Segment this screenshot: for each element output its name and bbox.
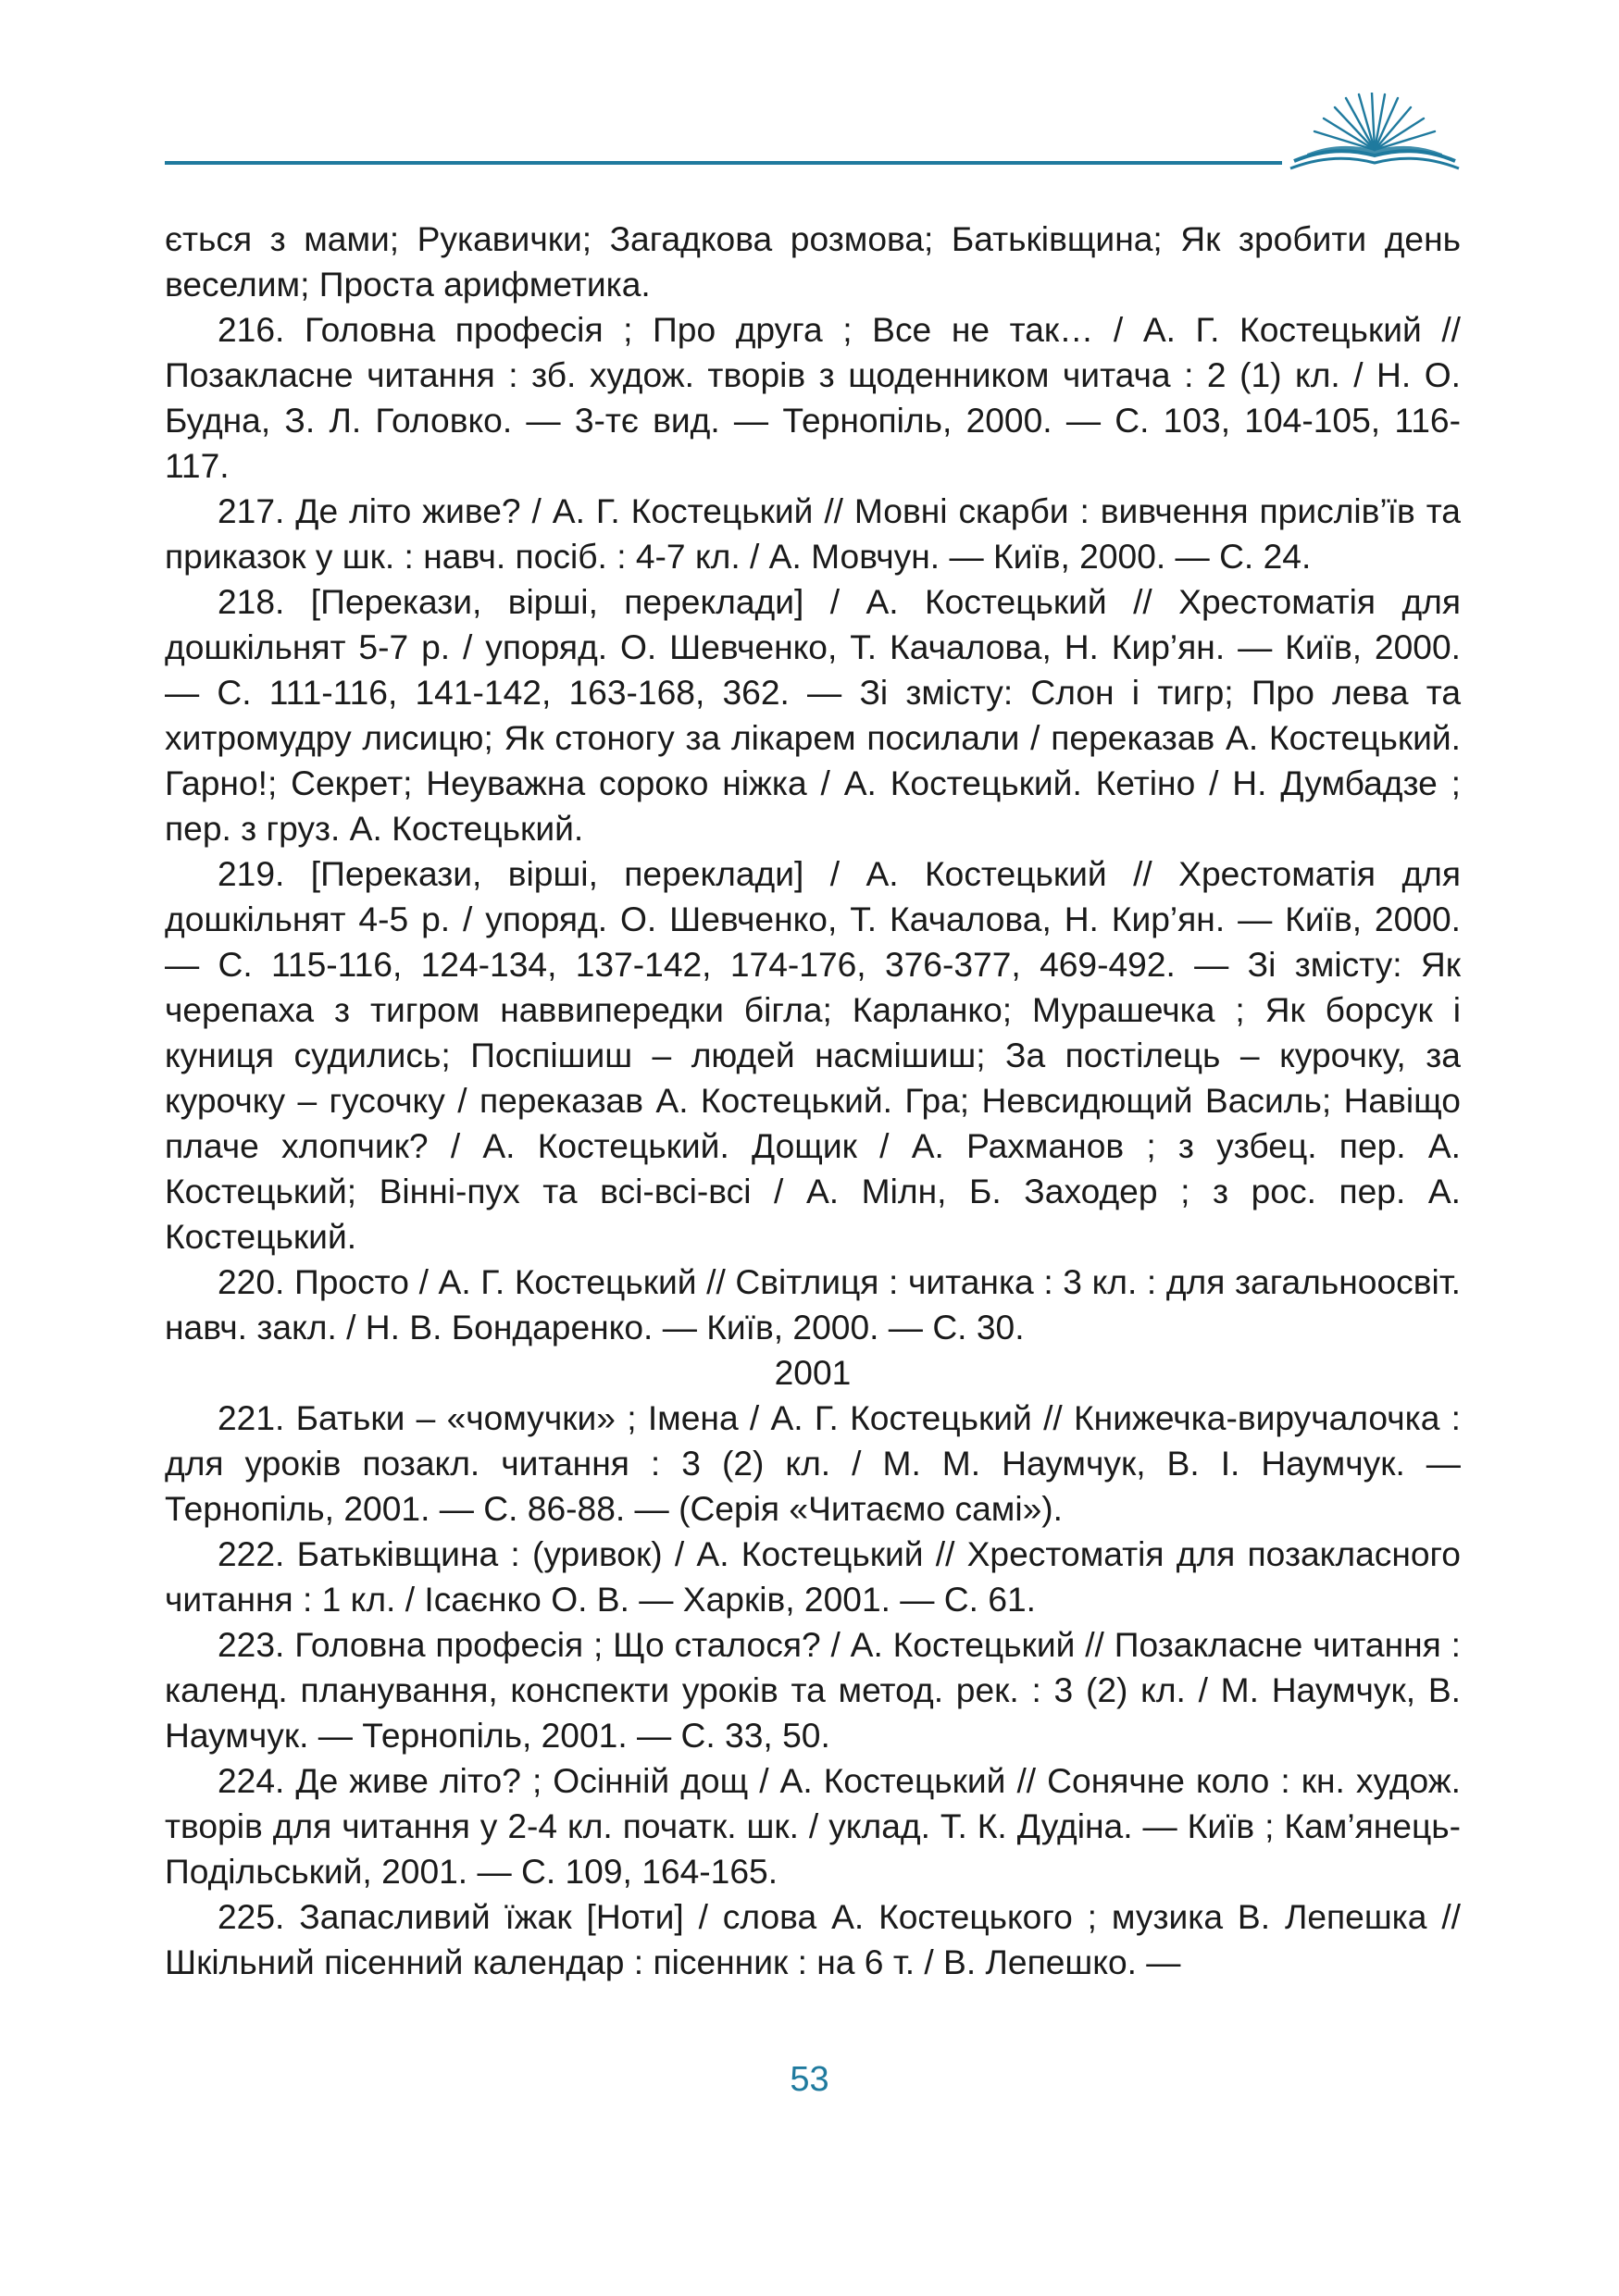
header-rule [165, 161, 1282, 165]
bibliography-entry: 223. Головна професія ; Що сталося? / А. Костецький // Позакласне читання : календ. планування, конспекти уроків та метод. рек. : 3 (2) кл. / М. Наумчук, В. Наумчук. — Тернопіль, 2001. — С. 33, 50. [165, 1625, 1461, 1755]
bibliography-entry: 220. Просто / А. Г. Костецький // Світлиця : читанка : 3 кл. : для загальноосвіт. навч. закл. / Н. В. Бондаренко. — Київ, 2000. — С. 30. [165, 1262, 1461, 1347]
bibliography-entry: 218. [Перекази, вірші, переклади] / А. Костецький // Хрестоматія для дошкільнят 5-7 р. / упоряд. О. Шевченко, Т. Качалова, Н. Кир’ян. — Київ, 2000. — С. 111-116, 141-142, 163-168, 362. — Зі змісту: Слон і тигр; Про лева та хитромудру лисицю; Як стоногу за лікарем посилали / переказав А. Костецький. Гарно!; Секрет; Неуважна сороко ніжка / А. Костецький. Кетіно / Н. Думбадзе ; пер. з груз. А. Костецький. [165, 582, 1461, 848]
bibliography-entry: 224. Де живе літо? ; Осінній дощ / А. Костецький // Сонячне коло : кн. худож. творів для читання у 2-4 кл. початк. шк. / уклад. Т. К. Дудіна. — Київ ; Кам’янець-Подільський, 2001. — С. 109, 164-165. [165, 1761, 1461, 1891]
bibliography-entry: 219. [Перекази, вірші, переклади] / А. Костецький // Хрестоматія для дошкільнят 4-5 р. / упоряд. О. Шевченко, Т. Качалова, Н. Кир’ян. — Київ, 2000. — С. 115-116, 124-134, 137-142, 174-176, 376-377, 469-492. — Зі змісту: Як черепаха з тигром наввипередки бігла; Карланко; Мурашечка ; Як борсук і куниця судились; Поспішиш – людей насмішиш; За постілець – курочку, за курочку – гусочку / переказав А. Костецький. Гра; Невсидющий Василь; Навіщо плаче хлопчик? / А. Костецький. Дощик / А. Рахманов ; з узбец. пер. А. Костецький; Вінні-пух та всі-всі-всі / А. Мілн, Б. Заходер ; з рос. пер. А. Костецький. [165, 854, 1461, 1256]
open-book-icon [1289, 93, 1461, 172]
bibliography-entry: 221. Батьки – «чомучки» ; Імена / А. Г. Костецький // Книжечка-виручалочка : для уроків позакл. читання : 3 (2) кл. / М. М. Наумчук, В. І. Наумчук. — Тернопіль, 2001. — С. 86-88. — (Серія «Читаємо самі»). [165, 1398, 1461, 1528]
bibliography-text [165, 217, 1461, 1985]
bibliography-entry: 217. Де літо живе? / А. Г. Костецький // Мовні скарби : вивчення прислів’їв та приказок у шк. : навч. посіб. : 4-7 кл. / А. Мовчун. — Київ, 2000. — С. 24. [165, 491, 1461, 576]
year-heading: 2001 [774, 1353, 852, 1392]
bibliography-entry: 225. Запасливий їжак [Ноти] / слова А. Костецького ; музика В. Лепешка // Шкільний пісенний календар : пісенник : на 6 т. / В. Лепешко. — [165, 1897, 1461, 1981]
bibliography-entry: 222. Батьківщина : (уривок) / А. Костецький // Хрестоматія для позакласного читання : 1 кл. / Ісаєнко О. В. — Харків, 2001. — С. 61. [165, 1534, 1461, 1619]
page-number: 53 [790, 2060, 829, 2099]
bibliography-entry: 216. Головна професія ; Про друга ; Все не так… / А. Г. Костецький // Позакласне читання : зб. худож. творів з щоденником читача : 2 (1) кл. / Н. О. Будна, З. Л. Головко. — 3-тє вид. — Тернопіль, 2000. — С. 103, 104-105, 116-117. [165, 310, 1461, 485]
continuation-paragraph: ється з мами; Рукавички; Загадкова розмова; Батьківщина; Як зробити день веселим; Проста арифметика. [165, 219, 1461, 304]
